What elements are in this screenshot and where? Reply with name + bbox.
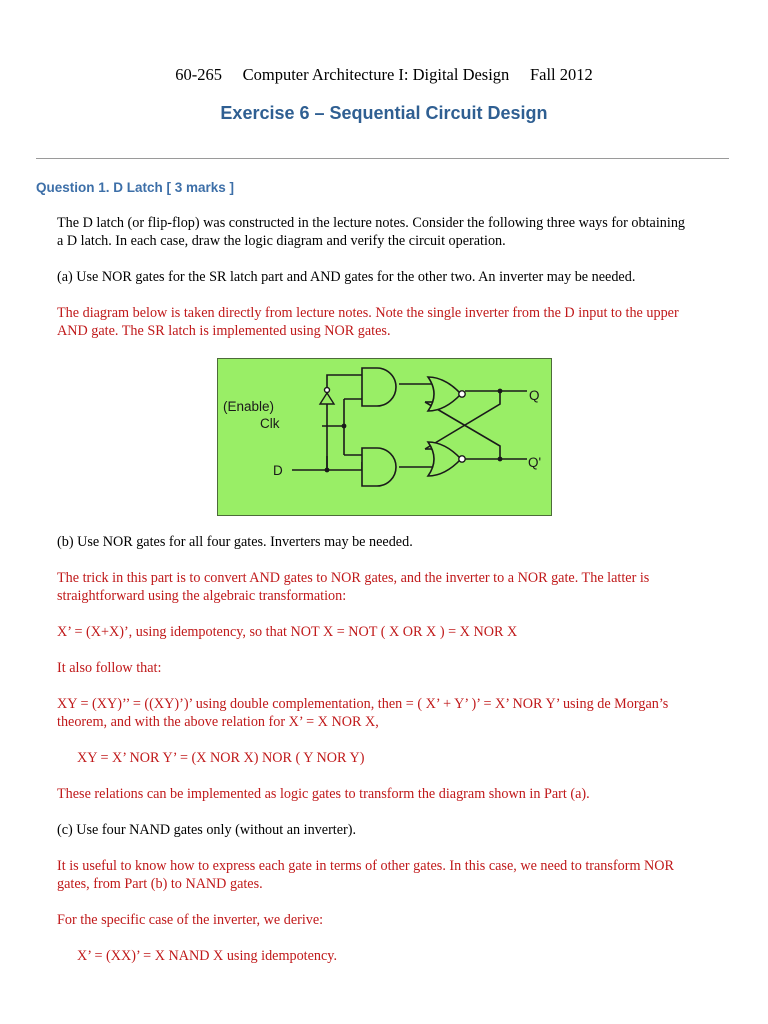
course-header (0, 65, 768, 85)
course-term: Fall 2012 (529, 65, 593, 84)
part-b-answer (57, 570, 737, 605)
equation-and-derivation-line-2: theorem, and with the above relation for X’ = X NOR X, (57, 713, 379, 730)
course-title: Computer Architecture I: Digital Design (242, 65, 510, 84)
d-label: D (273, 463, 283, 478)
also-follow-text: It also follow that: (57, 660, 162, 676)
equation-not-as-nand: X’ = (XX)’ = X NAND X using idempotency. (77, 948, 338, 964)
q-label: Q (529, 388, 540, 403)
specific-case-text: For the specific case of the inverter, we derive: (57, 912, 324, 928)
equation-and-as-nor: XY = X’ NOR Y’ = (X NOR X) NOR ( Y NOR Y) (77, 750, 365, 766)
intro-line-2: a D latch. In each case, draw the logic diagram and verify the circuit operation. (57, 232, 506, 249)
relations-text: These relations can be implemented as logic gates to transform the diagram shown in Part (a). (57, 786, 590, 802)
upper-and-gate (362, 368, 396, 406)
part-c-prompt: (c) Use four NAND gates only (without an inverter). (57, 822, 357, 838)
part-c-answer-line-2: gates, from Part (b) to NAND gates. (57, 875, 263, 892)
equation-and-derivation-line-1: XY = (XY)’’ = ((XY)’)’ using double complementation, then = ( X’ + Y’ )’ = X’ NOR Y’ using de Morgan’s (57, 696, 669, 712)
course-number: 60-265 (175, 65, 222, 84)
part-c-answer-line-1: It is useful to know how to express each gate in terms of other gates. In this case, we need to transform NOR (57, 858, 674, 874)
enable-label: (Enable) (223, 399, 275, 414)
part-c-answer (57, 858, 737, 893)
part-b-prompt: (b) Use NOR gates for all four gates. Inverters may be needed. (57, 534, 413, 550)
intro-paragraph (57, 215, 737, 250)
equation-and-derivation (57, 696, 737, 731)
lower-and-gate (362, 448, 396, 486)
part-b-answer-line-2: straightforward using the algebraic transformation: (57, 587, 347, 604)
qbar-label: Q' (528, 455, 542, 470)
part-a-answer-line-1: The diagram below is taken directly from lecture notes. Note the single inverter from the D input to the upper (57, 305, 679, 321)
part-a-answer-line-2: AND gate. The SR latch is implemented using NOR gates. (57, 322, 391, 339)
d-latch-diagram (217, 358, 552, 516)
clk-label: Clk (260, 416, 280, 431)
question-1-heading: Question 1. D Latch [ 3 marks ] (36, 180, 235, 195)
horizontal-divider (36, 158, 729, 159)
equation-not-as-nor: X’ = (X+X)’, using idempotency, so that NOT X = NOT ( X OR X ) = X NOR X (57, 624, 518, 640)
part-a-answer (57, 305, 737, 340)
part-b-answer-line-1: The trick in this part is to convert AND gates to NOR gates, and the inverter to a NOR gate. The latter is (57, 570, 650, 586)
exercise-title: Exercise 6 – Sequential Circuit Design (220, 103, 548, 123)
part-a-prompt: (a) Use NOR gates for the SR latch part and AND gates for the other two. An inverter may be needed. (57, 269, 636, 285)
intro-line-1: The D latch (or flip-flop) was constructed in the lecture notes. Consider the following three ways for obtaining (57, 215, 686, 231)
